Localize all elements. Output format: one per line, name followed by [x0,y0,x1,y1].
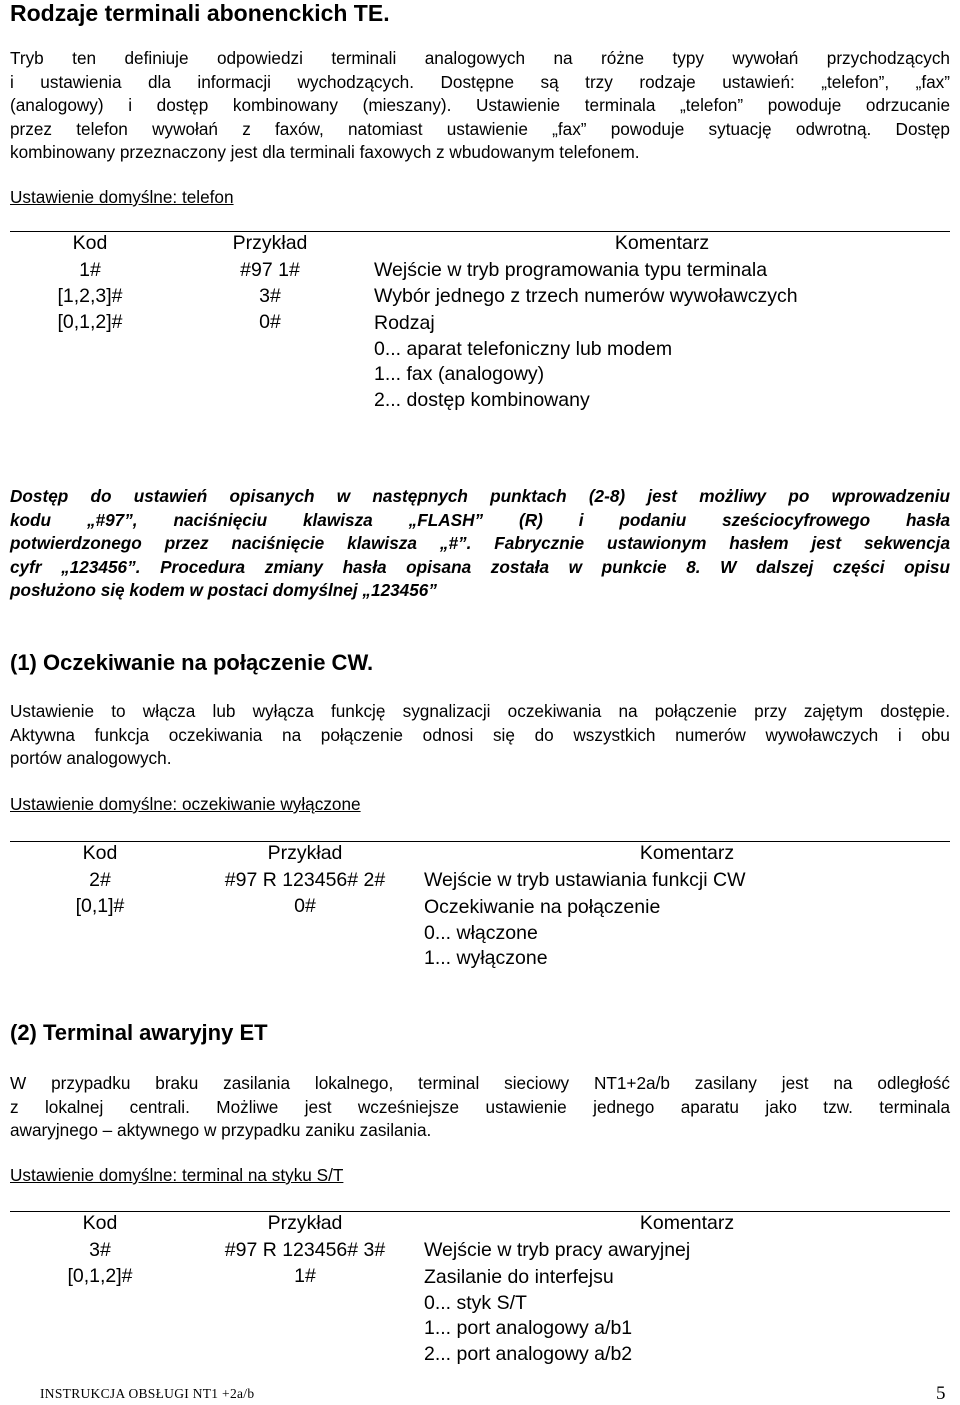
header-komentarz: Komentarz [639,842,735,864]
table-row [10,895,950,972]
intro-line: przez telefon wywołań z faxów, natomiast ustawienie „fax” powoduje sytuację odwrotną. Dostęp [10,118,950,139]
footer-document-title: INSTRUKCJA OBSŁUGI NT1 +2a/b [40,1386,255,1401]
header-komentarz: Komentarz [639,1212,735,1234]
cell-komentarz [420,1265,950,1367]
table-row [10,1265,950,1367]
section-heading-et: (2) Terminal awaryjny ET [10,1020,268,1045]
default-setting-et: Ustawienie domyślne: terminal na styku S/T [10,1165,344,1185]
notice-line: kodu „#97”, naciśnięciu klawisza „FLASH” (R) i podaniu sześciocyfrowego hasła [10,509,950,530]
intro-paragraph [10,47,950,165]
page-title: Rodzaje terminali abonenckich TE. [10,0,390,26]
default-setting-terminal: Ustawienie domyślne: telefon [10,187,234,207]
cell-kod: [0,1,2]# [67,1265,133,1287]
cell-przyklad: #97 R 123456# 2# [224,869,386,891]
cell-przyklad: 0# [259,311,281,333]
cw-table [10,842,950,972]
option-item: 0... włączone [424,921,538,944]
paragraph-line: Ustawienie to włącza lub wyłącza funkcję sygnalizacji oczekiwania na połączenie przy zajętym dostępie. [10,701,950,721]
header-przyklad: Przykład [267,1212,343,1234]
cell-przyklad: 3# [259,285,281,307]
header-komentarz: Komentarz [614,232,710,254]
default-setting-cw: Ustawienie domyślne: oczekiwanie wyłączone [10,794,361,814]
header-kod: Kod [72,232,108,254]
header-kod: Kod [82,1212,118,1234]
notice-line: cyfr „123456”. Procedura zmiany hasła opisana została w punkcie 8. W dalszej części opisu [10,556,950,577]
cell-kod: [0,1]# [75,895,125,917]
intro-line: kombinowany przeznaczony jest dla terminali faxowych z wbudowanym telefonem. [10,142,640,163]
cell-kod: [0,1,2]# [57,311,123,333]
header-przyklad: Przykład [267,842,343,864]
table-row [10,259,950,285]
cell-komentarz: Wejście w tryb pracy awaryjnej [424,1239,691,1261]
cell-komentarz [420,895,950,972]
table-header-row [10,842,950,869]
cell-kod: 2# [89,869,111,891]
cell-kod: 3# [89,1239,111,1261]
paragraph-line: portów analogowych. [10,748,172,769]
et-table [10,1212,950,1367]
section-heading-cw: (1) Oczekiwanie na połączenie CW. [10,650,374,675]
access-notice [10,485,950,603]
notice-line: potwierdzonego przez naciśnięcie klawisza „#”. Fabrycznie ustawionym hasłem jest sekwencja [10,533,950,553]
cell-komentarz: Wybór jednego z trzech numerów wywoławczych [374,285,798,307]
paragraph-line: W przypadku braku zasilania lokalnego, terminal sieciowy NT1+2a/b zasilany jest na odległość [10,1073,950,1093]
notice-line: posłużono się kodem w postaci domyślnej „123456” [10,580,437,600]
cell-kod: 1# [79,259,101,281]
table-header-row [10,1212,950,1239]
cell-przyklad: #97 R 123456# 3# [224,1239,386,1261]
intro-line: (analogowy) i dostęp kombinowany (mieszany). Ustawienie terminala „telefon” powoduje odrzucanie [10,95,950,116]
table-header-row [10,232,950,259]
option-label: Rodzaj [374,312,435,334]
option-item: 2... port analogowy a/b2 [424,1342,633,1365]
cell-przyklad: #97 1# [240,259,300,281]
option-item: 1... port analogowy a/b1 [424,1317,633,1339]
option-item: 2... dostęp kombinowany [374,388,590,411]
header-przyklad: Przykład [232,232,308,254]
cell-komentarz [370,311,950,413]
option-item: 1... wyłączone [424,947,548,969]
cell-przyklad: 0# [294,895,316,917]
notice-line: Dostęp do ustawień opisanych w następnych punktach (2-8) jest możliwy po wprowadzeniu [10,486,950,506]
intro-line: Tryb ten definiuje odpowiedzi terminali analogowych na różne typy wywołań przychodzących [10,48,950,68]
option-item: 1... fax (analogowy) [374,363,545,385]
intro-line: i ustawienia dla informacji wychodzących. Dostępne są trzy rodzaje ustawień: „telefon”, „fax” [10,71,950,92]
cell-kod: [1,2,3]# [57,285,123,307]
cell-komentarz: Wejście w tryb programowania typu terminala [374,259,768,281]
cell-komentarz: Wejście w tryb ustawiania funkcji CW [424,869,746,891]
header-kod: Kod [82,842,118,864]
option-item: 0... aparat telefoniczny lub modem [374,337,673,360]
table-row [10,311,950,413]
option-label: Oczekiwanie na połączenie [424,896,661,918]
section-cw-paragraph [10,700,950,771]
option-item: 0... styk S/T [424,1291,527,1314]
table-row [10,1239,950,1265]
terminal-type-table [10,232,950,413]
footer-page-number: 5 [936,1383,946,1404]
paragraph-line: z lokalnej centrali. Możliwe jest wcześniejsze ustawienie jednego aparatu jako tzw. terminala [10,1096,950,1117]
table-row [10,285,950,311]
section-et-paragraph [10,1072,950,1143]
cell-przyklad: 1# [294,1265,316,1287]
option-label: Zasilanie do interfejsu [424,1266,614,1288]
paragraph-line: Aktywna funkcja oczekiwania na połączenie odnosi się do wszystkich numerów wywoławczych i obu [10,724,950,745]
paragraph-line: awaryjnego – aktywnego w przypadku zaniku zasilania. [10,1120,432,1141]
table-row [10,869,950,895]
